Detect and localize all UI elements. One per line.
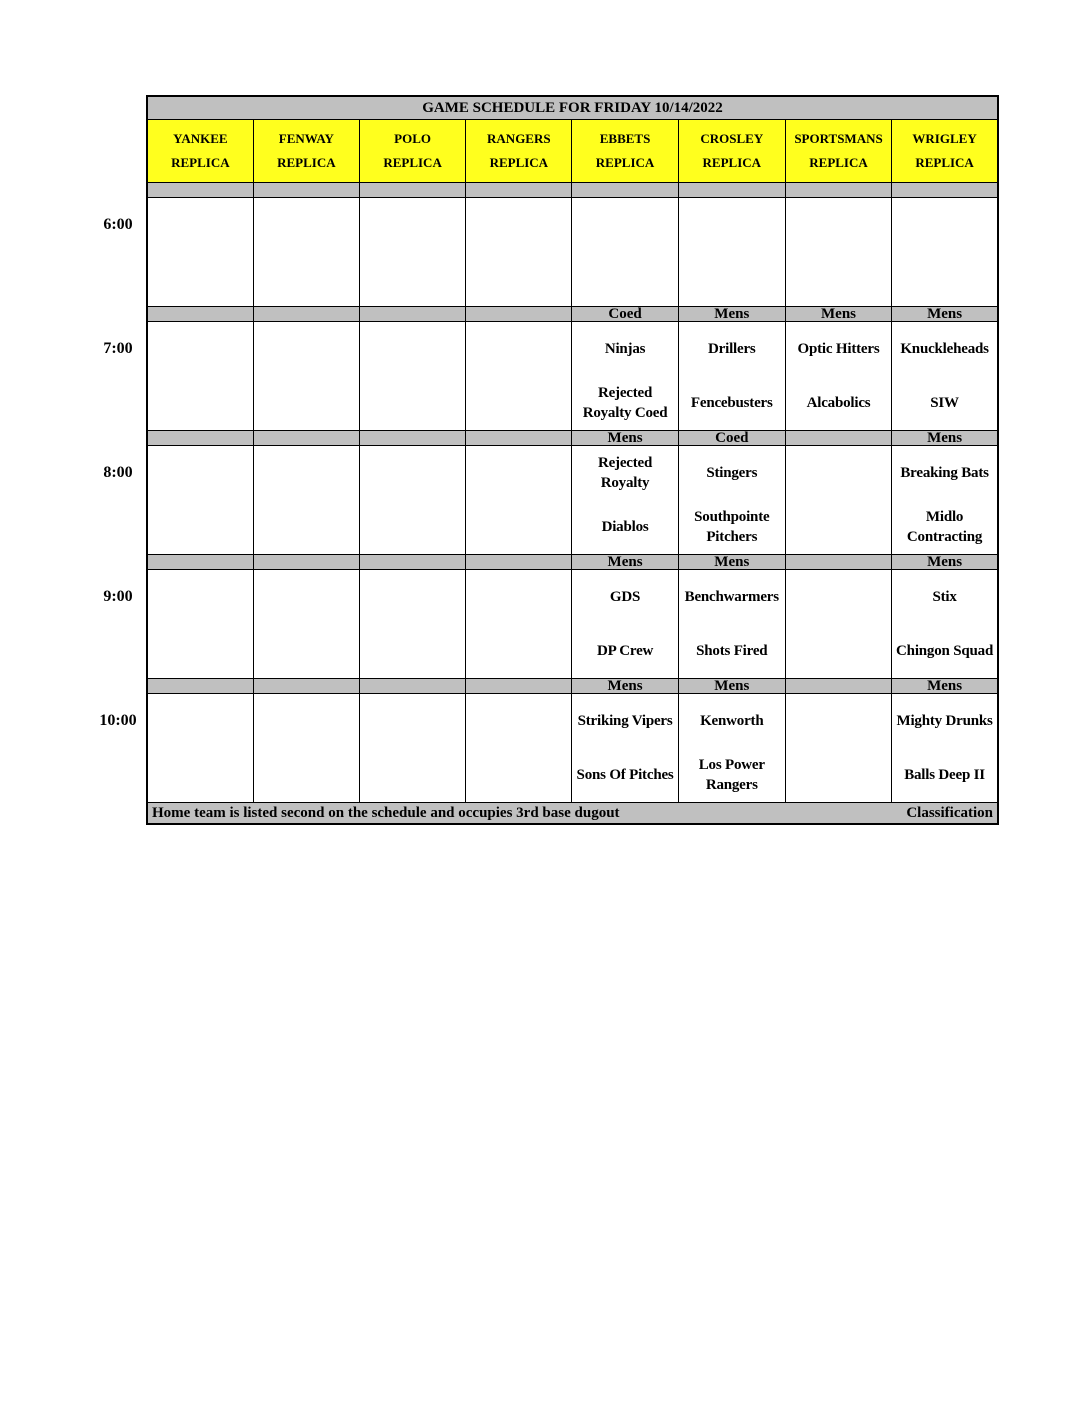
classification-row [147,307,998,322]
classification-fenway [253,307,359,322]
classification-wrigley [892,183,998,198]
home-team [148,500,253,554]
away-team [148,446,253,500]
away-team [360,694,465,748]
field-header-yankee [147,120,253,183]
time-label: 8:00 [103,463,133,481]
home-team: Midlo Contracting [906,509,983,545]
game-cell-ebbets [572,322,678,431]
away-team: Kenworth [700,713,764,729]
classification-sportsmans [785,679,891,694]
home-team [786,252,891,306]
away-team: Ninjas [604,341,646,357]
game-cell-polo [359,198,465,307]
field-subtitle: REPLICA [489,155,549,170]
field-header-ebbets [572,120,678,183]
field-header-wrigley [892,120,998,183]
away-team [254,322,359,376]
game-cell-polo [359,322,465,431]
classification-yankee [147,679,253,694]
away-team [466,446,571,500]
title-row [147,96,998,120]
home-team: SIW [930,395,959,411]
classification-polo [359,183,465,198]
classification-wrigley: Mens [892,679,998,694]
game-cell-yankee [147,694,253,803]
home-team [148,624,253,678]
home-team: Fencebusters [690,395,773,411]
home-team [254,748,359,802]
classification-wrigley: Mens [892,555,998,570]
field-name: SPORTSMANS [794,131,883,146]
classification-polo [359,555,465,570]
game-cell-sportsmans [785,198,891,307]
classification-row [147,183,998,198]
home-team: Sons Of Pitches [576,767,674,783]
field-name: WRIGLEY [912,131,977,146]
game-cell-fenway [253,446,359,555]
away-team [786,570,891,624]
home-team [360,624,465,678]
classification-fenway [253,183,359,198]
field-name: CROSLEY [700,131,764,146]
game-cell-sportsmans [785,694,891,803]
home-team: Diablos [601,519,649,535]
classification-legend: Classification [906,804,993,821]
game-cell-crosley [678,694,785,803]
game-cell-crosley [678,322,785,431]
away-team [786,446,891,500]
classification-rangers [466,555,572,570]
game-cell-rangers [466,694,572,803]
game-row [147,570,998,679]
away-team [679,198,785,252]
game-cell-wrigley [892,198,998,307]
home-team [466,624,571,678]
home-team [148,376,253,430]
away-team: Stingers [706,465,758,481]
classification-ebbets: Mens [572,679,678,694]
away-team [360,198,465,252]
field-header-rangers [466,120,572,183]
field-subtitle: REPLICA [277,155,336,170]
game-cell-sportsmans [785,570,891,679]
classification-sportsmans [785,431,891,446]
field-subtitle: REPLICA [595,155,655,170]
home-team [466,748,571,802]
classification-rangers [466,307,572,322]
classification-yankee [147,307,253,322]
classification-yankee [147,183,253,198]
classification-fenway [253,431,359,446]
classification-ebbets [572,183,678,198]
field-subtitle: REPLICA [171,155,230,170]
field-header-fenway [253,120,359,183]
away-team [786,198,891,252]
game-cell-wrigley [892,446,998,555]
home-team [254,252,359,306]
away-team [148,198,253,252]
game-cell-rangers [466,446,572,555]
home-team [786,500,891,554]
field-subtitle: REPLICA [809,155,868,170]
away-team [572,198,677,252]
game-cell-crosley [678,446,785,555]
home-team [466,376,571,430]
classification-crosley: Mens [678,307,785,322]
game-cell-fenway [253,322,359,431]
game-cell-wrigley [892,694,998,803]
away-team [254,446,359,500]
field-subtitle: REPLICA [702,155,762,170]
home-team: Los Power Rangers [698,757,765,793]
away-team: Breaking Bats [900,465,989,481]
away-team [360,570,465,624]
footer-row [147,803,998,825]
classification-row [147,679,998,694]
home-team [360,252,465,306]
home-team-note: Home team is listed second on the schedule and occupies 3rd base dugout [152,804,620,821]
home-team [148,252,253,306]
classification-rangers [466,431,572,446]
game-cell-polo [359,694,465,803]
game-cell-fenway [253,694,359,803]
field-subtitle: REPLICA [915,155,974,170]
field-header-crosley [678,120,785,183]
away-team [466,198,571,252]
game-row [147,198,998,307]
away-team: GDS [609,589,641,605]
classification-wrigley: Mens [892,307,998,322]
field-subtitle: REPLICA [383,155,442,170]
field-header-row [147,120,998,183]
classification-row [147,555,998,570]
away-team [148,322,253,376]
away-team: Mighty Drunks [896,713,993,729]
classification-ebbets: Mens [572,431,678,446]
classification-polo [359,679,465,694]
home-team: Southpointe Pitchers [694,509,770,545]
field-name: POLO [394,131,431,146]
away-team [254,570,359,624]
game-cell-yankee [147,446,253,555]
home-team [786,624,891,678]
game-cell-yankee [147,570,253,679]
classification-crosley: Coed [678,431,785,446]
game-cell-wrigley [892,322,998,431]
classification-ebbets: Mens [572,555,678,570]
footer-cell [147,803,998,825]
field-name: EBBETS [599,131,651,146]
game-row [147,322,998,431]
game-cell-fenway [253,198,359,307]
away-team [148,570,253,624]
schedule-title: GAME SCHEDULE FOR FRIDAY 10/14/2022 [147,96,998,120]
classification-polo [359,307,465,322]
classification-crosley [678,183,785,198]
classification-crosley: Mens [678,679,785,694]
classification-row [147,431,998,446]
away-team [148,694,253,748]
home-team [679,252,785,306]
home-team [148,748,253,802]
away-team [786,694,891,748]
game-row [147,694,998,803]
game-cell-wrigley [892,570,998,679]
classification-fenway [253,555,359,570]
home-team: Rejected Royalty Coed [582,385,668,421]
classification-wrigley: Mens [892,431,998,446]
home-team [360,500,465,554]
away-team: Stix [932,589,957,605]
field-name: FENWAY [278,131,334,146]
game-cell-rangers [466,198,572,307]
game-cell-crosley [678,570,785,679]
game-cell-ebbets [572,446,678,555]
classification-polo [359,431,465,446]
time-label: 10:00 [99,711,137,729]
game-cell-crosley [678,198,785,307]
classification-fenway [253,679,359,694]
field-name: YANKEE [173,131,228,146]
home-team [254,500,359,554]
home-team [254,624,359,678]
game-cell-rangers [466,322,572,431]
away-team [892,198,997,252]
game-cell-fenway [253,570,359,679]
field-header-sportsmans [785,120,891,183]
time-label: 6:00 [103,215,133,233]
game-cell-sportsmans [785,446,891,555]
home-team [254,376,359,430]
game-cell-polo [359,446,465,555]
classification-ebbets: Coed [572,307,678,322]
game-cell-yankee [147,198,253,307]
game-cell-ebbets [572,694,678,803]
home-team: DP Crew [596,643,654,659]
classification-sportsmans [785,183,891,198]
home-team [892,252,997,306]
away-team: Knuckleheads [900,341,989,357]
time-label: 9:00 [103,587,133,605]
field-name: RANGERS [487,131,551,146]
away-team [466,570,571,624]
game-schedule-table [146,95,999,825]
game-row [147,446,998,555]
away-team: Benchwarmers [684,589,779,605]
home-team [360,748,465,802]
home-team [466,252,571,306]
away-team [466,694,571,748]
home-team: Alcabolics [806,395,871,411]
classification-yankee [147,431,253,446]
away-team [466,322,571,376]
away-team [254,694,359,748]
home-team: Balls Deep II [904,767,985,783]
classification-sportsmans: Mens [785,307,891,322]
game-cell-yankee [147,322,253,431]
game-cell-rangers [466,570,572,679]
time-label: 7:00 [103,339,133,357]
away-team [360,322,465,376]
home-team [786,748,891,802]
classification-rangers [466,183,572,198]
game-cell-polo [359,570,465,679]
home-team [572,252,677,306]
classification-sportsmans [785,555,891,570]
classification-rangers [466,679,572,694]
field-header-polo [359,120,465,183]
home-team [466,500,571,554]
classification-yankee [147,555,253,570]
home-team: Shots Fired [696,643,768,659]
away-team: Drillers [708,341,756,357]
away-team [360,446,465,500]
game-cell-ebbets [572,198,678,307]
away-team [254,198,359,252]
away-team: Rejected Royalty [597,455,653,491]
classification-crosley: Mens [678,555,785,570]
game-cell-sportsmans [785,322,891,431]
home-team: Chingon Squad [896,643,994,659]
away-team: Striking Vipers [577,713,673,729]
away-team: Optic Hitters [797,341,880,357]
game-cell-ebbets [572,570,678,679]
home-team [360,376,465,430]
